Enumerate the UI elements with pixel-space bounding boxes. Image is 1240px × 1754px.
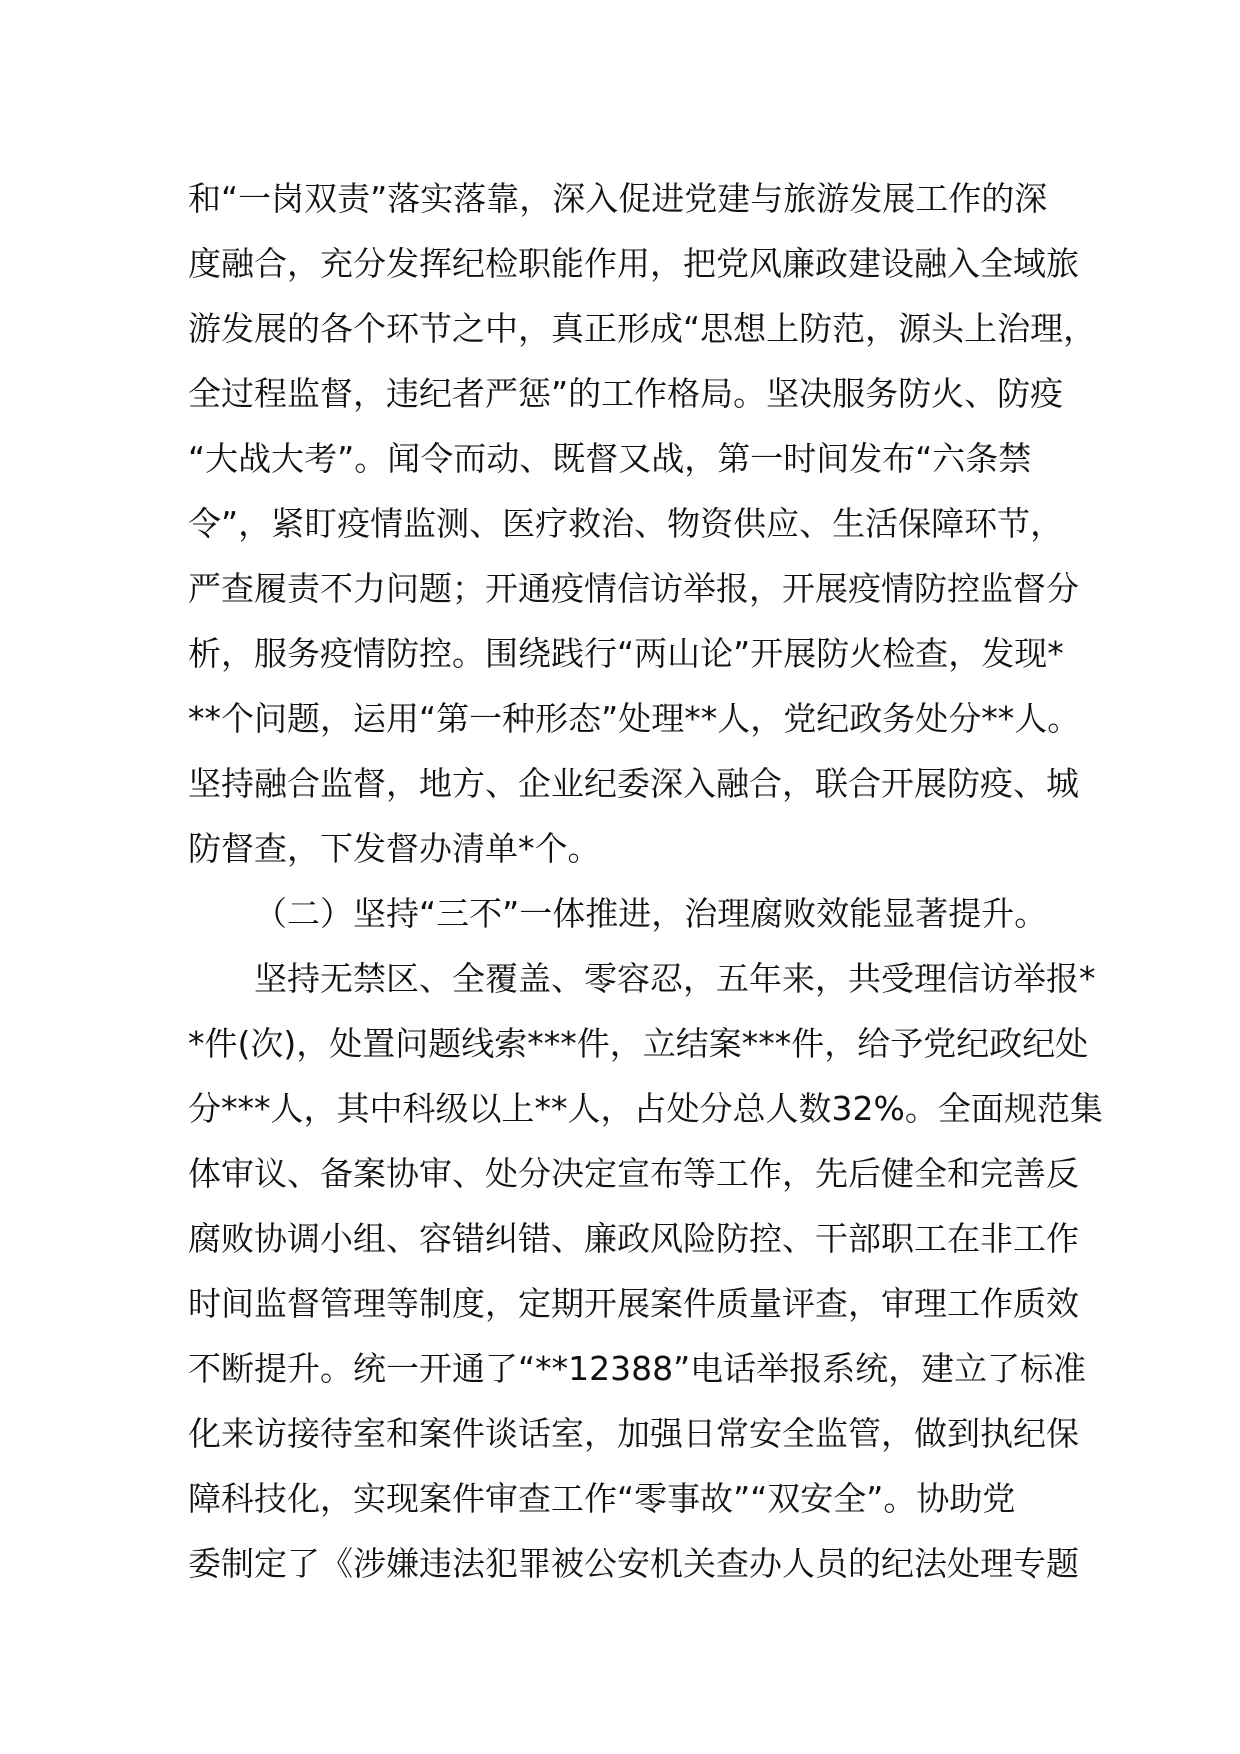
text-line: 时间监督管理等制度，定期开展案件质量评查，审理工作质效	[188, 1284, 1079, 1323]
text-line: 坚持融合监督，地方、企业纪委深入融合，联合开展防疫、城	[188, 764, 1079, 803]
text-line: 不断提升。统一开通了“**12388”电话举报系统，建立了标准	[188, 1349, 1087, 1388]
text-line: 和“一岗双责”落实落靠，深入促进党建与旅游发展工作的深	[188, 179, 1048, 218]
text-line: **个问题，运用“第一种形态”处理**人，党纪政务处分**人。	[188, 699, 1081, 738]
text-line: 腐败协调小组、容错纠错、廉政风险防控、干部职工在非工作	[188, 1219, 1079, 1258]
text-line: 游发展的各个环节之中，真正形成“思想上防范，源头上治理，	[188, 309, 1097, 348]
body-text	[188, 166, 1103, 1596]
text-line: 析，服务疫情防控。围绕践行“两山论”开展防火检查，发现*	[188, 634, 1064, 673]
text-line: 严查履责不力问题；开通疫情信访举报，开展疫情防控监督分	[188, 569, 1079, 608]
text-line: 令”，紧盯疫情监测、医疗救治、物资供应、生活保障环节，	[188, 504, 1064, 543]
text-line: 度融合，充分发挥纪检职能作用，把党风廉政建设融入全域旅	[188, 244, 1079, 283]
text-line: 委制定了《涉嫌违法犯罪被公安机关查办人员的纪法处理专题	[188, 1544, 1079, 1583]
text-line: 全过程监督，违纪者严惩”的工作格局。坚决服务防火、防疫	[188, 374, 1064, 413]
text-line: 障科技化，实现案件审查工作“零事故”“双安全”。协助党	[188, 1479, 1016, 1518]
text-line: 防督查，下发督办清单*个。	[188, 829, 601, 868]
text-line: *件(次)，处置问题线索***件，立结案***件，给予党纪政纪处	[188, 1024, 1089, 1063]
section-heading: （二）坚持“三不”一体推进，治理腐败效能显著提升。	[254, 894, 1048, 933]
text-line: 坚持无禁区、全覆盖、零容忍，五年来，共受理信访举报*	[254, 959, 1096, 998]
text-line: “大战大考”。闻令而动、既督又战，第一时间发布“六条禁	[188, 439, 1032, 478]
text-line: 化来访接待室和案件谈话室，加强日常安全监管，做到执纪保	[188, 1414, 1079, 1453]
text-line: 体审议、备案协审、处分决定宣布等工作，先后健全和完善反	[188, 1154, 1079, 1193]
text-line: 分***人，其中科级以上**人，占处分总人数32%。全面规范集	[188, 1089, 1103, 1128]
